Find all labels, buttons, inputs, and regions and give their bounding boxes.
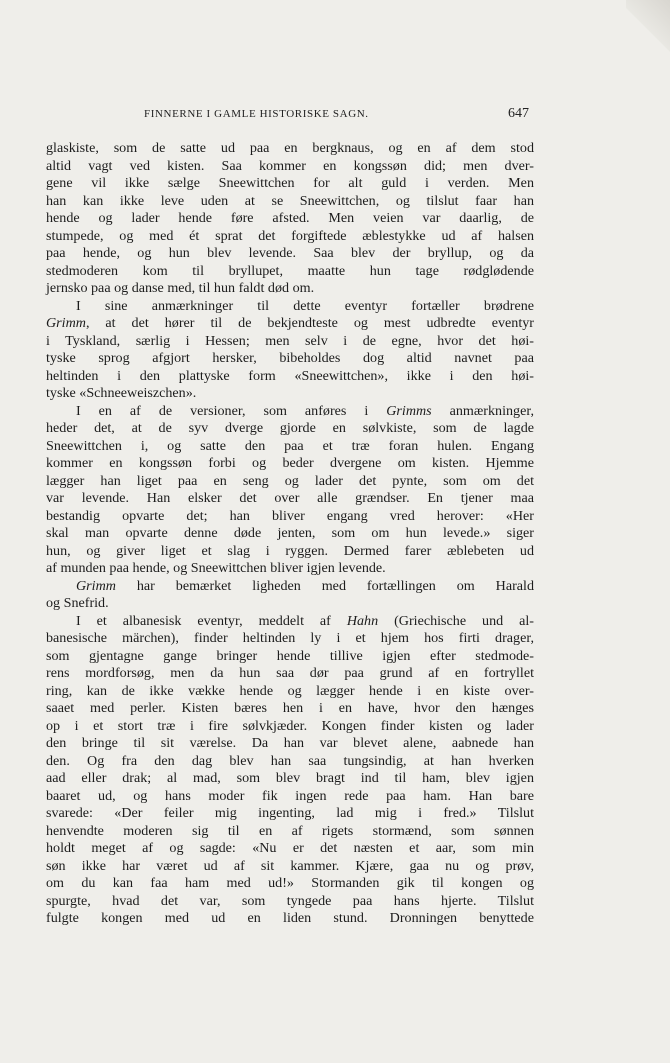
- text-line: den. Og fra den dag blev han saa tungsindig, at han hverken: [46, 752, 534, 769]
- text-line: tyske sprog afgjort hersker, bibeholdes dog altid navnet paa: [46, 350, 534, 366]
- name-grimm: Grimm: [76, 577, 116, 594]
- text-line: op i et stort træ i fire sølvkjæder. Kongen finder kisten og lader: [46, 717, 534, 734]
- text-line: Grimm har bemærket ligheden med fortællingen om Harald: [76, 577, 534, 594]
- text-line: i Tyskland, særlig i Hessen; men selv i de egne, hvor det høi-: [46, 332, 534, 349]
- name-grimms: Grimms: [386, 402, 432, 419]
- page-corner-fold: [626, 0, 670, 70]
- body-text: [46, 140, 534, 928]
- paragraph-harald: [46, 578, 534, 613]
- text-line: om du kan faa ham med ud!» Stormanden gik til kongen og: [46, 875, 534, 891]
- text-line: fulgte kongen med ud en liden stund. Dronningen benyttede: [46, 910, 534, 926]
- text-line: hende og lader hende føre afsted. Men veien var daarlig, de: [46, 210, 534, 226]
- text-line: I et albanesisk eventyr, meddelt af Hahn (Griechische und al-: [76, 612, 534, 629]
- text-line: saaet med perler. Kisten bæres hen i en have, hvor den hænges: [46, 700, 534, 716]
- text-line: stumpede, og med ét sprat det forgiftede æblestykke ud af halsen: [46, 227, 534, 244]
- name-hahn: Hahn: [346, 612, 379, 629]
- text-line: og Snefrid.: [46, 595, 109, 611]
- text-line: lægger han liget paa en seng og lader det pynte, som om det: [46, 472, 534, 489]
- text-line: han kan ikke leve uden at se Sneewittchen, og tilslut faar han: [46, 192, 534, 209]
- text-line: holdt meget af og sagde: «Nu er det næsten et aar, som min: [46, 840, 534, 856]
- text-line: I en af de versioner, som anføres i Grimms anmærkninger,: [76, 402, 534, 419]
- text-line: bestandig opvarte det; han bliver engang vred herover: «Her: [46, 507, 534, 524]
- text-line: heder det, at de syv dverge gjorde en sølvkiste, som de lagde: [46, 420, 534, 436]
- text-line: I sine anmærkninger til dette eventyr fortæller brødrene: [76, 297, 534, 314]
- text-line: spurgte, hvad det var, som tyngede paa hans hjerte. Tilslut: [46, 892, 534, 909]
- text-line: gene vil ikke sælge Sneewittchen for alt guld i verden. Men: [46, 175, 534, 191]
- text-line: altid vagt ved kisten. Saa kommer en kongssøn did; men dver-: [46, 157, 534, 174]
- text-line: rens mordforsøg, men da hun saa dør paa grund af en fortryllet: [46, 665, 534, 681]
- text-line: Sneewittchen i, og satte den paa et træ foran hulen. Engang: [46, 437, 534, 454]
- text-line: ring, kan de ikke vække hende og lægger hende i en kiste over-: [46, 682, 534, 699]
- text-line: henvendte moderen sig til en af rigets stormænd, som sønnen: [46, 822, 534, 839]
- text-line: baaret ud, og hans moder fik ingen rede paa ham. Han bare: [46, 787, 534, 804]
- text-line: svarede: «Der feiler mig ingenting, lad mig i fred.» Tilslut: [46, 805, 534, 821]
- text-line: glaskiste, som de satte ud paa en bergknaus, og en af dem stod: [46, 140, 534, 156]
- text-line: heltinden i den plattyske form «Sneewittchen», ikke i den høi-: [46, 367, 534, 384]
- text-line: kommer en kongssøn forbi og beder dvergene om kisten. Hjemme: [46, 455, 534, 471]
- text-line: hun, og giver liget et slag i ryggen. Dermed farer æblebeten ud: [46, 542, 534, 559]
- text-line: som gjentagne gange bringer hende tillive igjen efter stedmode-: [46, 647, 534, 664]
- paragraph-continuation: [46, 140, 534, 298]
- text-line: var levende. Han elsker det over alle grændser. En tjener maa: [46, 490, 534, 506]
- paragraph-albanian: [46, 613, 534, 928]
- text-line: stedmoderen kom til bryllupet, maatte hun tage rødglødende: [46, 262, 534, 279]
- page-number: 647: [508, 106, 529, 121]
- paragraph-version: [46, 403, 534, 578]
- text-line: aad eller drak; al mad, som blev bragt ind til ham, blev igjen: [46, 770, 534, 786]
- text-line: paa hende, og hun blev levende. Saa blev der bryllup, og da: [46, 245, 534, 261]
- running-title: FINNERNE I GAMLE HISTORISKE SAGN.: [144, 108, 369, 120]
- text-line: af munden paa hende, og Sneewittchen bliver igjen levende.: [46, 560, 386, 576]
- text-line: skal man opvarte denne døde jenten, som om hun levede.» siger: [46, 525, 534, 541]
- text-line: den bringe til sit værelse. Da han var blevet alene, aabnede han: [46, 735, 534, 751]
- text-line: tyske «Schneeweiszchen».: [46, 385, 197, 401]
- text-line: banesische märchen), finder heltinden ly i et hjem hos firti drager,: [46, 630, 534, 646]
- text-line: søn ikke har været ud af sit kammer. Kjære, gaa nu og prøv,: [46, 857, 534, 874]
- text-line: Grimm, at det hører til de bekjendteste og mest udbredte eventyr: [46, 315, 534, 331]
- name-grimm: Grimm: [46, 315, 86, 331]
- text-line: jernsko paa og danse med, til hun faldt død om.: [46, 280, 315, 296]
- paragraph-grimm-notes: [46, 298, 534, 403]
